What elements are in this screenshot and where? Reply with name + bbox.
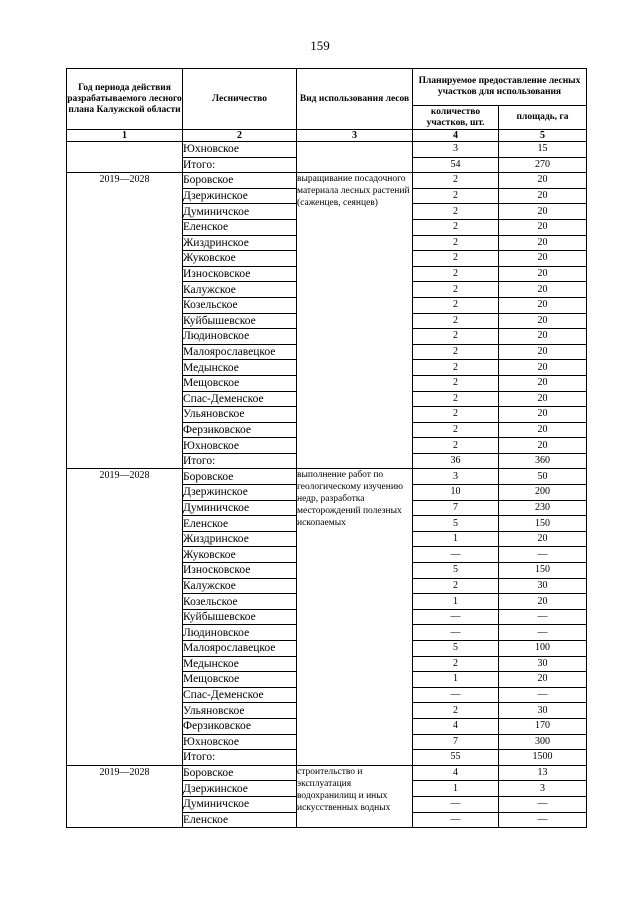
plot-area: 300 [499,734,587,750]
plot-area: 20 [499,297,587,313]
forestry-name: Дзержинское [183,781,297,797]
forestry-name: Малоярославецкое [183,641,297,657]
plot-count: 36 [413,453,499,469]
plot-count: 2 [413,375,499,391]
plot-area: 50 [499,469,587,485]
forestry-name: Износковское [183,266,297,282]
period-year [67,142,183,173]
forestry-name: Итого: [183,157,297,173]
forestry-name: Спас-Деменское [183,687,297,703]
forestry-name: Итого: [183,750,297,766]
forestry-name: Юхновское [183,734,297,750]
plot-count: 4 [413,765,499,781]
plot-count: 2 [413,204,499,220]
plot-count: 2 [413,219,499,235]
plot-count: 5 [413,641,499,657]
plot-count: 1 [413,672,499,688]
plot-count: 3 [413,142,499,158]
plot-count: — [413,625,499,641]
plot-count: 2 [413,313,499,329]
forestry-name: Мещовское [183,375,297,391]
table-row [67,765,587,781]
plot-count: 2 [413,703,499,719]
forestry-name: Людиновское [183,329,297,345]
forestry-name: Медынское [183,656,297,672]
plot-area: 20 [499,407,587,423]
usage-type: выращивание посадочного материала лесных растений (саженцев, сеянцев) [297,173,413,469]
plot-area: 20 [499,594,587,610]
plot-count: — [413,547,499,563]
forestry-name: Еленское [183,516,297,532]
plot-count: 2 [413,422,499,438]
usage-type [297,142,413,173]
forestry-name: Жиздринское [183,235,297,251]
plot-count: 2 [413,407,499,423]
plot-area: 150 [499,563,587,579]
forestry-name: Ферзиковское [183,422,297,438]
forestry-name: Боровское [183,765,297,781]
plot-count: 2 [413,188,499,204]
forestry-name: Жиздринское [183,531,297,547]
plot-area: 20 [499,204,587,220]
forestry-name: Жуковское [183,251,297,267]
forestry-name: Мещовское [183,672,297,688]
header-planned-provision: Планируемое предоставление лесных участков для использования [413,69,587,106]
plot-area: 20 [499,438,587,454]
plot-area: 170 [499,718,587,734]
forestry-name: Медынское [183,360,297,376]
plot-count: 2 [413,329,499,345]
plot-area: 20 [499,282,587,298]
plot-area: 20 [499,251,587,267]
plot-count: 2 [413,391,499,407]
plot-count: — [413,796,499,812]
forestry-name: Боровское [183,469,297,485]
forestry-name: Думиничское [183,796,297,812]
plot-area: — [499,812,587,828]
plot-count: 2 [413,656,499,672]
usage-type: выполнение работ по геологическому изучению недр, разработка месторождений полезных ископаемых [297,469,413,765]
plot-count: 5 [413,563,499,579]
plot-area: — [499,687,587,703]
forestry-name: Дзержинское [183,188,297,204]
forestry-name: Калужское [183,578,297,594]
header-area: площадь, га [499,106,587,130]
plot-area: 15 [499,142,587,158]
plot-area: 100 [499,641,587,657]
plot-count: 2 [413,282,499,298]
plot-count: 2 [413,344,499,360]
table-row [67,173,587,189]
plot-area: 30 [499,578,587,594]
plot-count: 1 [413,594,499,610]
plot-count: 1 [413,781,499,797]
plot-count: 7 [413,734,499,750]
plot-area: — [499,625,587,641]
plot-area: 200 [499,485,587,501]
header-count: количество участков, шт. [413,106,499,130]
plot-area: 20 [499,173,587,189]
table-row [67,142,587,158]
plot-count: 1 [413,531,499,547]
plot-count: 2 [413,266,499,282]
plot-area: 20 [499,531,587,547]
forestry-name: Думиничское [183,204,297,220]
forestry-name: Ульяновское [183,407,297,423]
plot-count: 2 [413,360,499,376]
forestry-name: Спас-Деменское [183,391,297,407]
plot-count: 2 [413,173,499,189]
plot-count: 54 [413,157,499,173]
plot-count: 10 [413,485,499,501]
plot-count: 2 [413,235,499,251]
column-number: 2 [183,130,297,142]
forest-plan-table [66,68,587,828]
plot-area: — [499,796,587,812]
column-number: 3 [297,130,413,142]
forestry-name: Еленское [183,219,297,235]
column-number: 5 [499,130,587,142]
plot-area: 20 [499,391,587,407]
plot-area: 20 [499,266,587,282]
plot-area: — [499,547,587,563]
forestry-name: Козельское [183,594,297,610]
forestry-name: Куйбышевское [183,313,297,329]
plot-count: 2 [413,251,499,267]
forestry-name: Козельское [183,297,297,313]
forestry-name: Износковское [183,563,297,579]
header-forestry: Лесничество [183,69,297,130]
plot-count: 55 [413,750,499,766]
column-number: 1 [67,130,183,142]
period-year: 2019—2028 [67,173,183,469]
usage-type: строительство и эксплуатация водохранилищ и иных искусственных водных [297,765,413,827]
plot-area: 20 [499,422,587,438]
forestry-name: Жуковское [183,547,297,563]
period-year: 2019—2028 [67,765,183,827]
plot-count: 7 [413,500,499,516]
plot-area: — [499,609,587,625]
forestry-name: Калужское [183,282,297,298]
forestry-name: Юхновское [183,142,297,158]
plot-area: 13 [499,765,587,781]
plot-area: 20 [499,375,587,391]
plot-area: 230 [499,500,587,516]
page-number: 159 [310,38,330,53]
plot-count: 4 [413,718,499,734]
plot-count: 3 [413,469,499,485]
plot-count: — [413,812,499,828]
forestry-name: Думиничское [183,500,297,516]
plot-area: 20 [499,672,587,688]
plot-area: 20 [499,188,587,204]
header-usage: Вид использования лесов [297,69,413,130]
plot-area: 20 [499,344,587,360]
forestry-name: Ульяновское [183,703,297,719]
plot-area: 270 [499,157,587,173]
plot-count: 2 [413,438,499,454]
forestry-name: Еленское [183,812,297,828]
plot-area: 20 [499,329,587,345]
plot-area: 30 [499,656,587,672]
forestry-name: Малоярославецкое [183,344,297,360]
plot-area: 150 [499,516,587,532]
forestry-name: Итого: [183,453,297,469]
plot-area: 20 [499,219,587,235]
plot-area: 20 [499,313,587,329]
table-row [67,469,587,485]
plot-count: — [413,687,499,703]
column-number: 4 [413,130,499,142]
forestry-name: Юхновское [183,438,297,454]
forestry-name: Куйбышевское [183,609,297,625]
period-year: 2019—2028 [67,469,183,765]
plot-count: — [413,609,499,625]
plot-area: 3 [499,781,587,797]
plot-count: 2 [413,297,499,313]
plot-area: 30 [499,703,587,719]
header-year: Год периода действия разрабатываемого лесного плана Калужской области [67,69,183,130]
forestry-name: Ферзиковское [183,718,297,734]
plot-area: 20 [499,360,587,376]
plot-area: 20 [499,235,587,251]
forestry-name: Людиновское [183,625,297,641]
table-body [67,142,587,828]
plot-count: 2 [413,578,499,594]
plot-count: 5 [413,516,499,532]
plot-area: 1500 [499,750,587,766]
plot-area: 360 [499,453,587,469]
forestry-name: Дзержинское [183,485,297,501]
forestry-name: Боровское [183,173,297,189]
